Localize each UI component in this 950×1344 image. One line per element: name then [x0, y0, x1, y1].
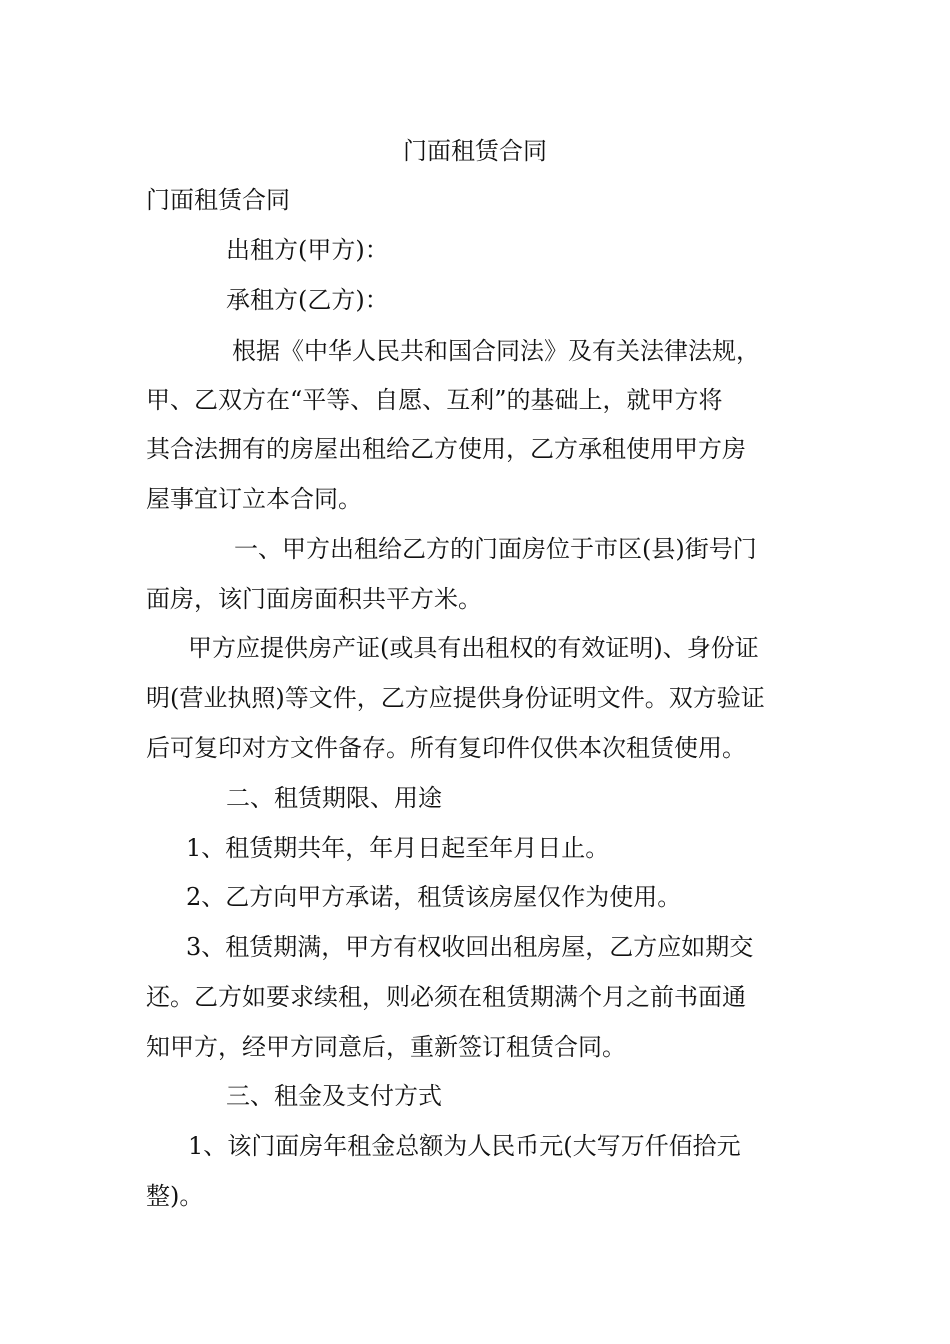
documents-line-1: 甲方应提供房产证(或具有出租权的有效证明)、身份证	[188, 634, 759, 662]
party-b-line: 承租方(乙方)：	[226, 286, 389, 314]
section-3-item-1-line-1: 1、该门面房年租金总额为人民币元(大写万仟佰拾元	[188, 1132, 741, 1160]
documents-line-2: 明(营业执照)等文件，乙方应提供身份证明文件。双方验证	[146, 684, 765, 712]
section-2-item-2: 2、乙方向甲方承诺，租赁该房屋仅作为使用。	[186, 883, 682, 911]
section-3-item-1-line-2: 整)。	[146, 1182, 204, 1210]
document-title: 门面租赁合同	[403, 137, 547, 165]
documents-line-3: 后可复印对方文件备存。所有复印件仅供本次租赁使用。	[146, 734, 746, 762]
preamble-line-4: 屋事宜订立本合同。	[146, 485, 362, 513]
preamble-line-3: 其合法拥有的房屋出租给乙方使用，乙方承租使用甲方房	[146, 435, 746, 463]
clause-1-line-2: 面房，该门面房面积共平方米。	[146, 585, 482, 613]
section-3-heading: 三、租金及支付方式	[226, 1082, 442, 1110]
section-2-item-3-line-3: 知甲方，经甲方同意后，重新签订租赁合同。	[146, 1033, 626, 1061]
preamble-line-1: 根据《中华人民共和国合同法》及有关法律法规，	[232, 337, 760, 365]
section-2-item-3-line-1: 3、租赁期满，甲方有权收回出租房屋，乙方应如期交	[186, 933, 754, 961]
clause-1-line-1: 一、甲方出租给乙方的门面房位于市区(县)街号门	[234, 535, 757, 563]
section-2-heading: 二、租赁期限、用途	[226, 784, 442, 812]
section-2-item-3-line-2: 还。乙方如要求续租，则必须在租赁期满个月之前书面通	[146, 983, 746, 1011]
section-2-item-1: 1、租赁期共年，年月日起至年月日止。	[186, 834, 610, 862]
party-a-line: 出租方(甲方)：	[226, 236, 389, 264]
preamble-line-2: 甲、乙双方在“平等、自愿、互利”的基础上，就甲方将	[146, 386, 723, 414]
heading-line: 门面租赁合同	[146, 186, 290, 214]
